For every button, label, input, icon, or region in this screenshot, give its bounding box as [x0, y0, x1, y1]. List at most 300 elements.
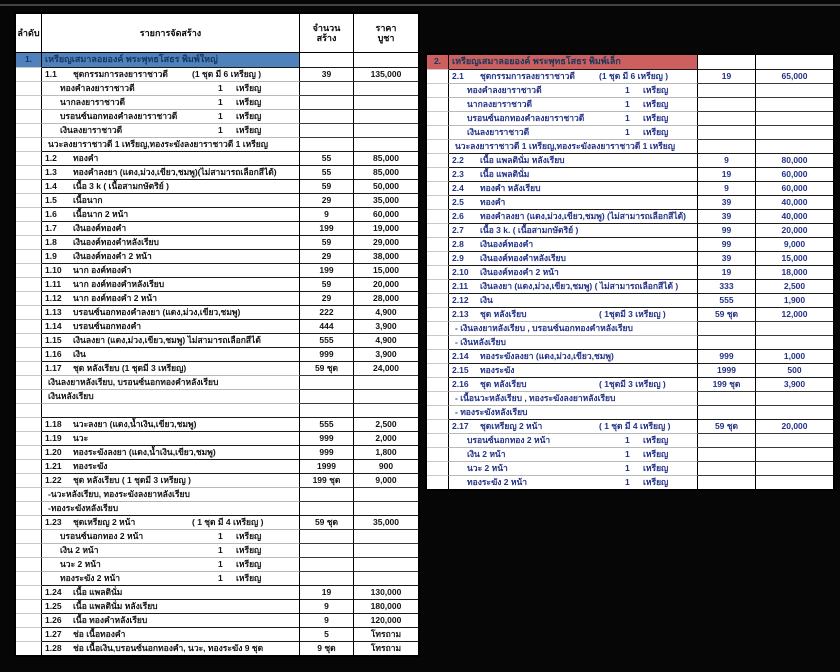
item-number: 1.4 [45, 181, 57, 191]
item-label: ช่อ เนื้อทองคำ [73, 629, 126, 639]
item-label: ทองระฆังลงยา (แดง,น้ำเงิน,เขียว,ชมพู) [73, 447, 216, 457]
item-number: 2.17 [452, 421, 469, 431]
sub-item-label: เงินลงยาราชาวดี [467, 127, 530, 137]
qty-cell [698, 475, 756, 489]
item-number: 1.11 [45, 279, 62, 289]
item-row [427, 363, 833, 377]
item-cell [449, 251, 698, 265]
sub-item-label: ทองคำลงยาราชาวดี [467, 85, 542, 95]
note-row [16, 375, 418, 389]
item-cell [42, 613, 300, 627]
order-cell [427, 461, 449, 475]
item-row [427, 209, 833, 223]
item-label: เงินลงยา (แดง,ม่วง,เขียว,ชมพู) ไม่สามารถเลือกสีได้ [73, 335, 261, 345]
qty-cell [698, 97, 756, 111]
qty-cell: 999 [698, 349, 756, 363]
item-row [16, 151, 418, 165]
sub-item-unit: เหรียญ [236, 559, 262, 569]
order-cell [427, 447, 449, 461]
item-label: ทองคำลงยา (แดง,ม่วง,เขียว,ชมพู)(ไม่สามารถเลือกสีได้) [73, 167, 277, 177]
item-cell [42, 473, 300, 487]
item-number: 2.14 [452, 351, 469, 361]
order-cell [16, 543, 42, 557]
item-row [16, 627, 418, 641]
item-row [16, 67, 418, 81]
qty-cell: 199 [300, 221, 354, 235]
item-row [427, 237, 833, 251]
price-cell [354, 375, 418, 389]
item-row [427, 69, 833, 83]
item-label: ชุดเหรียญ 2 หน้า [73, 517, 136, 527]
item-row [16, 319, 418, 333]
qty-cell: 99 [698, 223, 756, 237]
item-label: เงินองค์ทองคำ [480, 239, 534, 249]
item-number: 2.15 [452, 365, 469, 375]
sub-item-row [16, 571, 418, 585]
qty-cell: 199 ชุด [300, 473, 354, 487]
order-cell [16, 67, 42, 81]
order-cell: 1. [16, 53, 42, 67]
item-number: 2.5 [452, 197, 464, 207]
column-header-qty [300, 14, 354, 52]
item-cell: เงินหลังเรียบ [42, 389, 300, 403]
qty-cell: 555 [698, 293, 756, 307]
sub-item-label: บรอนซ์นอกทอง 2 หน้า [60, 531, 144, 541]
item-number: 1.23 [45, 517, 62, 527]
sub-item-count: 1 [625, 463, 630, 473]
sub-item-row [427, 125, 833, 139]
sub-item-count: 1 [625, 85, 630, 95]
order-cell [427, 139, 449, 153]
qty-cell [300, 53, 354, 67]
item-label: เนื้อนาก 2 หน้า [73, 209, 129, 219]
item-cell [42, 249, 300, 263]
price-cell: 20,000 [354, 277, 418, 291]
order-cell [427, 405, 449, 419]
item-cell [42, 403, 300, 417]
order-cell [427, 419, 449, 433]
order-cell [427, 111, 449, 125]
item-label: เนื้อ แพลตินั่ม หลังเรียบ [480, 155, 565, 165]
item-label: นาก องค์ทองคำ 2 หน้า [73, 293, 157, 303]
order-cell [16, 585, 42, 599]
order-cell [427, 195, 449, 209]
item-cell [42, 123, 300, 137]
item-detail: ( 1 ชุด มี 4 เหรียญ ) [192, 517, 264, 527]
price-cell: 85,000 [354, 151, 418, 165]
item-label: เงินองค์ทองคำหลังเรียบ [73, 237, 159, 247]
item-row [16, 165, 418, 179]
item-cell [449, 265, 698, 279]
item-number: 1.21 [45, 461, 62, 471]
item-number: 1.14 [45, 321, 62, 331]
photo-artifact-line [0, 4, 840, 6]
price-cell [756, 97, 833, 111]
price-cell [756, 321, 833, 335]
sub-item-count: 1 [218, 559, 223, 569]
order-cell [16, 165, 42, 179]
sub-item-row [427, 461, 833, 475]
item-row [16, 599, 418, 613]
item-cell [42, 599, 300, 613]
qty-cell: 19 [300, 585, 354, 599]
item-row [16, 585, 418, 599]
qty-cell [698, 391, 756, 405]
item-row [427, 251, 833, 265]
table-rows-small [427, 55, 833, 489]
item-cell [42, 305, 300, 319]
item-label: ชุดกรรมการลงยาราชาวดี [73, 69, 168, 79]
item-label: ทองระฆัง [480, 365, 515, 375]
item-cell [42, 319, 300, 333]
sub-item-label: นากลงยาราชาวดี [60, 97, 126, 107]
qty-cell: 9 [300, 207, 354, 221]
qty-cell: 59 [300, 179, 354, 193]
price-cell [756, 125, 833, 139]
item-number: 2.4 [452, 183, 464, 193]
qty-cell: 39 [698, 195, 756, 209]
item-cell [449, 125, 698, 139]
item-number: 1.8 [45, 237, 57, 247]
price-cell [756, 405, 833, 419]
item-number: 1.10 [45, 265, 62, 275]
item-cell [42, 431, 300, 445]
sub-item-unit: เหรียญ [236, 83, 262, 93]
price-cell: 80,000 [756, 153, 833, 167]
price-cell [354, 81, 418, 95]
item-label: นวะลงยา (แดง,น้ำเงิน,เขียว,ชมพู) [73, 419, 197, 429]
item-label: เงินองค์ทองคำ 2 หน้า [480, 267, 559, 277]
qty-cell: 9 ชุด [300, 641, 354, 655]
note-row [427, 321, 833, 335]
item-row [16, 333, 418, 347]
sub-item-count: 1 [625, 477, 630, 487]
item-row [16, 515, 418, 529]
qty-cell: 29 [300, 193, 354, 207]
price-cell: โทรถาม [354, 641, 418, 655]
price-cell [756, 111, 833, 125]
item-cell: - ทองระฆังหลังเรียบ [449, 405, 698, 419]
item-cell [42, 543, 300, 557]
item-detail: ( 1 ชุด มี 4 เหรียญ ) [599, 421, 671, 431]
item-cell [449, 419, 698, 433]
item-cell: เหรียญเสมาลอยองค์ พระพุทธโสธร พิมพ์เล็ก [449, 55, 698, 69]
order-cell: 2. [427, 55, 449, 69]
order-cell [16, 333, 42, 347]
price-cell: 2,500 [756, 279, 833, 293]
item-number: 2.10 [452, 267, 469, 277]
sub-item-unit: เหรียญ [236, 545, 262, 555]
qty-cell: 555 [300, 333, 354, 347]
item-row [16, 347, 418, 361]
sub-item-count: 1 [625, 449, 630, 459]
qty-cell: 55 [300, 165, 354, 179]
order-cell [16, 137, 42, 151]
item-cell [42, 417, 300, 431]
item-row [16, 221, 418, 235]
qty-cell: 555 [300, 417, 354, 431]
sub-item-label: เงิน 2 หน้า [467, 449, 506, 459]
sub-item-label: บรอนซ์นอกทองคำลงยาราชาวดี [467, 113, 585, 123]
price-cell: 1,000 [756, 349, 833, 363]
sub-item-count: 1 [218, 531, 223, 541]
qty-cell [300, 95, 354, 109]
qty-cell [300, 557, 354, 571]
price-cell: 1,900 [756, 293, 833, 307]
order-cell [16, 151, 42, 165]
sub-item-label: นวะ 2 หน้า [60, 559, 101, 569]
price-cell: 20,000 [756, 419, 833, 433]
item-number: 1.17 [45, 363, 62, 373]
item-label: บรอนซ์นอกทองคำลงยา (แดง,ม่วง,เขียว,ชมพู) [73, 307, 241, 317]
price-cell: 15,000 [756, 251, 833, 265]
item-cell [449, 461, 698, 475]
item-number: 1.3 [45, 167, 57, 177]
sub-item-row [427, 433, 833, 447]
item-label: ชุด หลังเรียบ (1 ชุดมี 3 เหรียญ) [73, 363, 187, 373]
item-cell [42, 207, 300, 221]
item-label: ทองระฆังลงยา (แดง,ม่วง,เขียว,ชมพู) [480, 351, 614, 361]
item-detail: ( 1ชุดมี 3 เหรียญ ) [599, 379, 666, 389]
order-cell [427, 363, 449, 377]
qty-cell: 9 [698, 181, 756, 195]
price-cell [756, 139, 833, 153]
qty-cell: 39 [698, 209, 756, 223]
item-label: ทองคำ [480, 197, 506, 207]
qty-cell [698, 335, 756, 349]
item-number: 2.11 [452, 281, 469, 291]
price-cell [756, 335, 833, 349]
qty-cell [698, 125, 756, 139]
price-cell [354, 571, 418, 585]
price-cell: 135,000 [354, 67, 418, 81]
order-cell [16, 109, 42, 123]
column-header-price [354, 14, 418, 52]
item-cell [42, 585, 300, 599]
item-cell [449, 237, 698, 251]
order-cell [16, 431, 42, 445]
order-cell [16, 627, 42, 641]
sub-item-unit: เหรียญ [236, 97, 262, 107]
item-label: ทองระฆัง [73, 461, 108, 471]
qty-cell: 9 [300, 599, 354, 613]
order-cell [16, 459, 42, 473]
qty-cell: 59 [300, 277, 354, 291]
price-cell: 28,000 [354, 291, 418, 305]
price-cell [756, 391, 833, 405]
item-cell: -ทองระฆังหลังเรียบ [42, 501, 300, 515]
item-row [427, 195, 833, 209]
order-cell [427, 335, 449, 349]
sub-item-row [427, 111, 833, 125]
item-cell: - เนื้อนวะหลังเรียบ , ทองระฆังลงยาหลังเรียบ [449, 391, 698, 405]
sub-item-label: ทองคำลงยาราชาวดี [60, 83, 135, 93]
order-cell [16, 599, 42, 613]
order-cell [427, 223, 449, 237]
price-cell [756, 55, 833, 69]
item-row [427, 167, 833, 181]
item-label: ช่อ เนื้อเงิน,บรอนซ์นอกทองคำ, นวะ, ทองระฆัง 9 ชุด [73, 643, 264, 653]
sub-item-unit: เหรียญ [643, 463, 669, 473]
price-cell [354, 557, 418, 571]
qty-cell [300, 487, 354, 501]
sub-item-row [427, 97, 833, 111]
order-cell [16, 361, 42, 375]
item-cell [449, 153, 698, 167]
price-cell [354, 95, 418, 109]
sub-item-row [16, 95, 418, 109]
order-cell [16, 305, 42, 319]
qty-cell: 999 [300, 445, 354, 459]
price-cell: 18,000 [756, 265, 833, 279]
price-cell: 24,000 [354, 361, 418, 375]
item-cell [449, 69, 698, 83]
item-row [16, 193, 418, 207]
item-cell [42, 67, 300, 81]
qty-cell: 39 [698, 251, 756, 265]
qty-cell: 59 ชุด [698, 419, 756, 433]
item-cell [42, 641, 300, 655]
item-row [16, 445, 418, 459]
item-row [16, 179, 418, 193]
item-number: 2.16 [452, 379, 469, 389]
item-cell [42, 291, 300, 305]
item-number: 2.3 [452, 169, 464, 179]
price-cell [354, 137, 418, 151]
item-number: 1.13 [45, 307, 62, 317]
order-cell [16, 403, 42, 417]
qty-cell: 59 [300, 235, 354, 249]
order-cell [16, 375, 42, 389]
item-label: เนื้อนาก [73, 195, 103, 205]
order-cell [16, 207, 42, 221]
item-number: 1.16 [45, 349, 62, 359]
item-cell: - เงินลงยาหลังเรียบ , บรอนซ์นอกทองคำหลังเรียบ [449, 321, 698, 335]
qty-cell [300, 403, 354, 417]
item-number: 1.1 [45, 69, 57, 79]
price-cell [354, 543, 418, 557]
price-cell: 35,000 [354, 193, 418, 207]
item-cell [42, 361, 300, 375]
price-cell: 29,000 [354, 235, 418, 249]
price-cell: 60,000 [756, 167, 833, 181]
price-cell: 180,000 [354, 599, 418, 613]
item-detail: (1 ชุด มี 6 เหรียญ ) [599, 71, 669, 81]
price-cell [354, 403, 418, 417]
item-cell [449, 167, 698, 181]
qty-cell [300, 529, 354, 543]
sub-item-label: เงินลงยาราชาวดี [60, 125, 123, 135]
price-cell: 900 [354, 459, 418, 473]
item-row [16, 613, 418, 627]
item-number: 1.9 [45, 251, 57, 261]
order-cell [16, 95, 42, 109]
qty-cell [698, 461, 756, 475]
note-row [16, 389, 418, 403]
sub-item-unit: เหรียญ [236, 111, 262, 121]
qty-cell: 222 [300, 305, 354, 319]
price-cell: 120,000 [354, 613, 418, 627]
item-row [427, 279, 833, 293]
order-cell [16, 417, 42, 431]
item-row [427, 349, 833, 363]
sub-item-row [16, 557, 418, 571]
qty-cell: 55 [300, 151, 354, 165]
item-row [16, 641, 418, 655]
item-label: ชุด หลังเรียบ [480, 309, 527, 319]
price-cell: 2,500 [354, 417, 418, 431]
section-header-row [427, 55, 833, 69]
price-cell: 50,000 [354, 179, 418, 193]
order-cell [427, 349, 449, 363]
item-label: เนื้อ แพลตินั่ม [480, 169, 530, 179]
item-cell [449, 377, 698, 391]
price-cell: 4,900 [354, 305, 418, 319]
price-cell [756, 433, 833, 447]
price-cell: 38,000 [354, 249, 418, 263]
order-cell [427, 153, 449, 167]
qty-cell: 59 ชุด [300, 515, 354, 529]
price-cell: 35,000 [354, 515, 418, 529]
item-cell: เหรียญเสมาลอยองค์ พระพุทธโสธร พิมพ์ใหญ่ [42, 53, 300, 67]
order-cell [427, 391, 449, 405]
sub-item-count: 1 [625, 127, 630, 137]
price-cell [756, 83, 833, 97]
qty-cell [698, 447, 756, 461]
note-row [427, 391, 833, 405]
price-cell: 4,900 [354, 333, 418, 347]
item-cell [449, 83, 698, 97]
price-cell: โทรถาม [354, 627, 418, 641]
item-row [427, 265, 833, 279]
price-cell: 3,900 [354, 347, 418, 361]
item-label: บรอนซ์นอกทองคำ [73, 321, 142, 331]
qty-cell [698, 139, 756, 153]
item-cell: -นวะหลังเรียบ, ทองระฆังลงยาหลังเรียบ [42, 487, 300, 501]
order-cell [16, 389, 42, 403]
item-cell: นวะลงยาราชาวดี 1 เหรียญ,ทองระฆังลงยาราชาวดี 1 เหรียญ [449, 139, 698, 153]
item-number: 1.5 [45, 195, 57, 205]
note-row [427, 139, 833, 153]
price-cell: 60,000 [354, 207, 418, 221]
qty-cell [300, 123, 354, 137]
item-number: 1.26 [45, 615, 62, 625]
sub-item-unit: เหรียญ [643, 113, 669, 123]
order-cell [16, 221, 42, 235]
item-label: ชุดกรรมการลงยาราชาวดี [480, 71, 575, 81]
qty-cell: 333 [698, 279, 756, 293]
item-cell [42, 529, 300, 543]
qty-cell: 199 ชุด [698, 377, 756, 391]
order-cell [427, 181, 449, 195]
item-label: เงินองค์ทองคำ [73, 223, 127, 233]
note-row [16, 501, 418, 515]
column-header-qty-line2: สร้าง [316, 33, 337, 43]
item-number: 1.27 [45, 629, 62, 639]
price-cell [756, 475, 833, 489]
qty-cell [300, 137, 354, 151]
sub-item-row [16, 81, 418, 95]
qty-cell: 19 [698, 265, 756, 279]
item-number: 2.8 [452, 239, 464, 249]
note-row [16, 137, 418, 151]
qty-cell: 999 [300, 347, 354, 361]
price-list-table-large [14, 12, 420, 657]
item-number: 2.12 [452, 295, 469, 305]
order-cell [16, 487, 42, 501]
item-label: ชุดเหรียญ 2 หน้า [480, 421, 543, 431]
item-detail: (1 ชุด มี 6 เหรียญ ) [192, 69, 262, 79]
